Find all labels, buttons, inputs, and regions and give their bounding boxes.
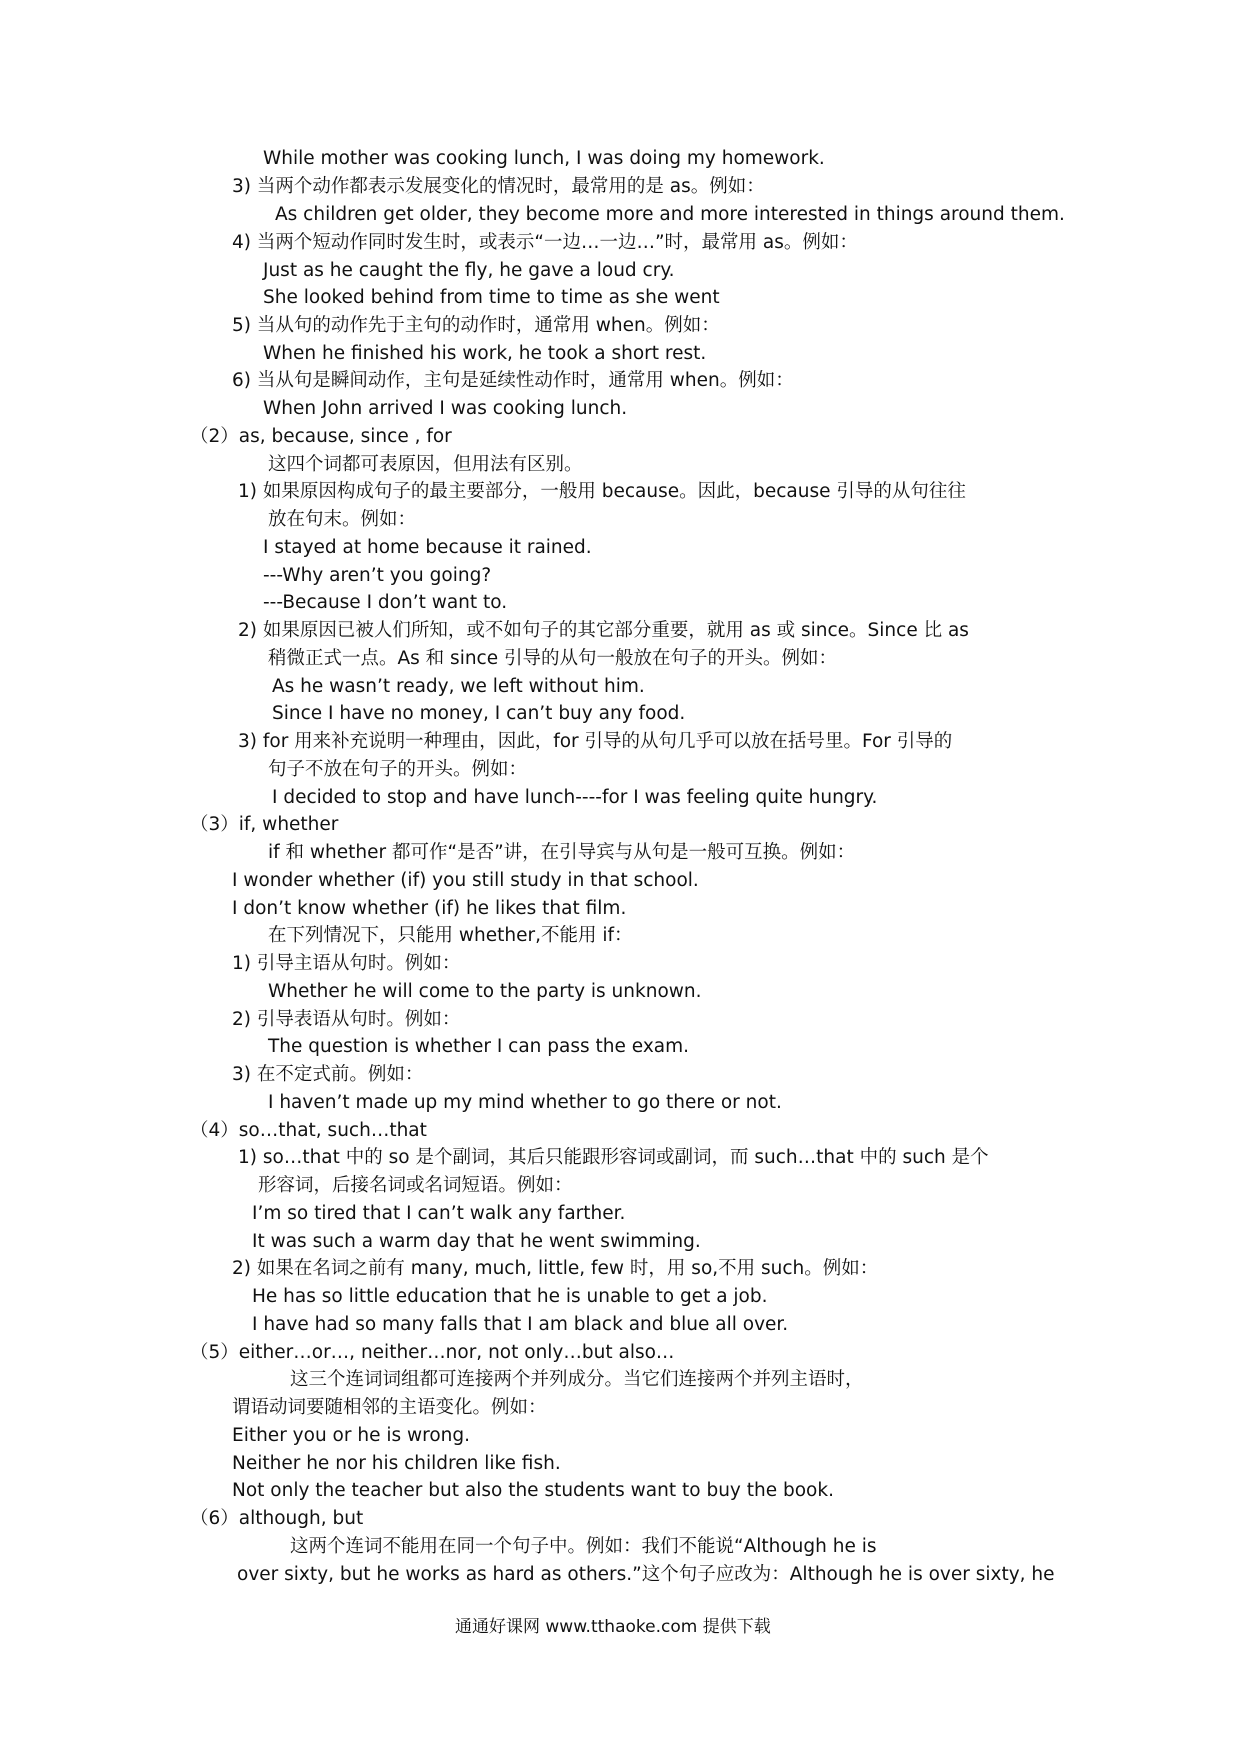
text-line: 形容词，后接名词或名词短语。例如： bbox=[258, 1175, 573, 1196]
text-line: 2) 引导表语从句时。例如： bbox=[232, 1009, 461, 1030]
text-line: （3）if, whether bbox=[190, 814, 339, 835]
text-line: 5) 当从句的动作先于主句的动作时，通常用 when。例如： bbox=[232, 315, 720, 336]
text-line: I have had so many falls that I am black and blue all over. bbox=[252, 1314, 789, 1335]
text-line: 3) 当两个动作都表示发展变化的情况时，最常用的是 as。例如： bbox=[232, 176, 765, 197]
text-line: 2) 如果原因已被人们所知，或不如句子的其它部分重要，就用 as 或 since。Since 比 as bbox=[238, 620, 969, 641]
text-line: （5）either…or…, neither…nor, not only…but also… bbox=[190, 1342, 675, 1363]
text-line: Not only the teacher but also the students want to buy the book. bbox=[232, 1480, 834, 1501]
text-line: I wonder whether (if) you still study in that school. bbox=[232, 870, 699, 891]
text-line: ---Why aren’t you going? bbox=[263, 565, 492, 586]
text-line: When John arrived I was cooking lunch. bbox=[263, 398, 628, 419]
text-line: I stayed at home because it rained. bbox=[263, 537, 592, 558]
text-line: Just as he caught the fly, he gave a loud cry. bbox=[263, 260, 675, 281]
text-line: I decided to stop and have lunch----for I was feeling quite hungry. bbox=[272, 787, 878, 808]
text-line: 这两个连词不能用在同一个句子中。例如：我们不能说“Although he is bbox=[290, 1536, 877, 1557]
text-line: She looked behind from time to time as she went bbox=[263, 287, 720, 308]
text-line: over sixty, but he works as hard as others.”这个句子应改为：Although he is over sixty, he bbox=[237, 1564, 1055, 1585]
text-line: 这四个词都可表原因，但用法有区别。 bbox=[268, 454, 583, 475]
text-line: 在下列情况下，只能用 whether,不能用 if： bbox=[268, 925, 633, 946]
text-line: 稍微正式一点。As 和 since 引导的从句一般放在句子的开头。例如： bbox=[268, 648, 837, 669]
text-line: Either you or he is wrong. bbox=[232, 1425, 470, 1446]
text-line: As he wasn’t ready, we left without him. bbox=[272, 676, 645, 697]
text-line: As children get older, they become more and more interested in things around them. bbox=[275, 204, 1065, 225]
text-line: （6）although, but bbox=[190, 1508, 364, 1529]
text-line: 2) 如果在名词之前有 many, much, little, few 时，用 so,不用 such。例如： bbox=[232, 1258, 879, 1279]
text-line: 1) 如果原因构成句子的最主要部分，一般用 because。因此，because 引导的从句往往 bbox=[238, 481, 966, 502]
text-line: 1) so…that 中的 so 是个副词，其后只能跟形容词或副词，而 such…that 中的 such 是个 bbox=[238, 1147, 989, 1168]
text-line: Whether he will come to the party is unknown. bbox=[268, 981, 702, 1002]
text-line: When he finished his work, he took a short rest. bbox=[263, 343, 707, 364]
text-line: Since I have no money, I can’t buy any food. bbox=[272, 703, 686, 724]
text-line: 放在句末。例如： bbox=[268, 509, 417, 530]
text-line: I haven’t made up my mind whether to go there or not. bbox=[268, 1092, 782, 1113]
text-line: Neither he nor his children like fish. bbox=[232, 1453, 561, 1474]
text-line: 这三个连词词组都可连接两个并列成分。当它们连接两个并列主语时， bbox=[290, 1369, 864, 1390]
text-line: It was such a warm day that he went swimming. bbox=[252, 1231, 701, 1252]
text-line: I don’t know whether (if) he likes that film. bbox=[232, 898, 627, 919]
footer-text: 通通好课网 www.tthaoke.com 提供下载 bbox=[455, 1617, 771, 1637]
text-line: While mother was cooking lunch, I was doing my homework. bbox=[263, 148, 825, 169]
text-line: 3) for 用来补充说明一种理由，因此，for 引导的从句几乎可以放在括号里。For 引导的 bbox=[238, 731, 953, 752]
text-line: 3) 在不定式前。例如： bbox=[232, 1064, 424, 1085]
text-line: （2）as, because, since , for bbox=[190, 426, 452, 447]
text-line: 1) 引导主语从句时。例如： bbox=[232, 953, 461, 974]
text-line: （4）so…that, such…that bbox=[190, 1120, 427, 1141]
text-line: 句子不放在句子的开头。例如： bbox=[268, 759, 528, 780]
text-line: if 和 whether 都可作“是否”讲，在引导宾与从句是一般可互换。例如： bbox=[268, 842, 856, 863]
text-line: He has so little education that he is unable to get a job. bbox=[252, 1286, 768, 1307]
text-line: I’m so tired that I can’t walk any farther. bbox=[252, 1203, 626, 1224]
text-line: ---Because I don’t want to. bbox=[263, 592, 508, 613]
text-line: 6) 当从句是瞬间动作，主句是延续性动作时，通常用 when。例如： bbox=[232, 370, 794, 391]
text-line: The question is whether I can pass the exam. bbox=[268, 1036, 690, 1057]
text-line: 4) 当两个短动作同时发生时，或表示“一边…一边…”时，最常用 as。例如： bbox=[232, 232, 858, 253]
text-line: 谓语动词要随相邻的主语变化。例如： bbox=[232, 1397, 547, 1418]
